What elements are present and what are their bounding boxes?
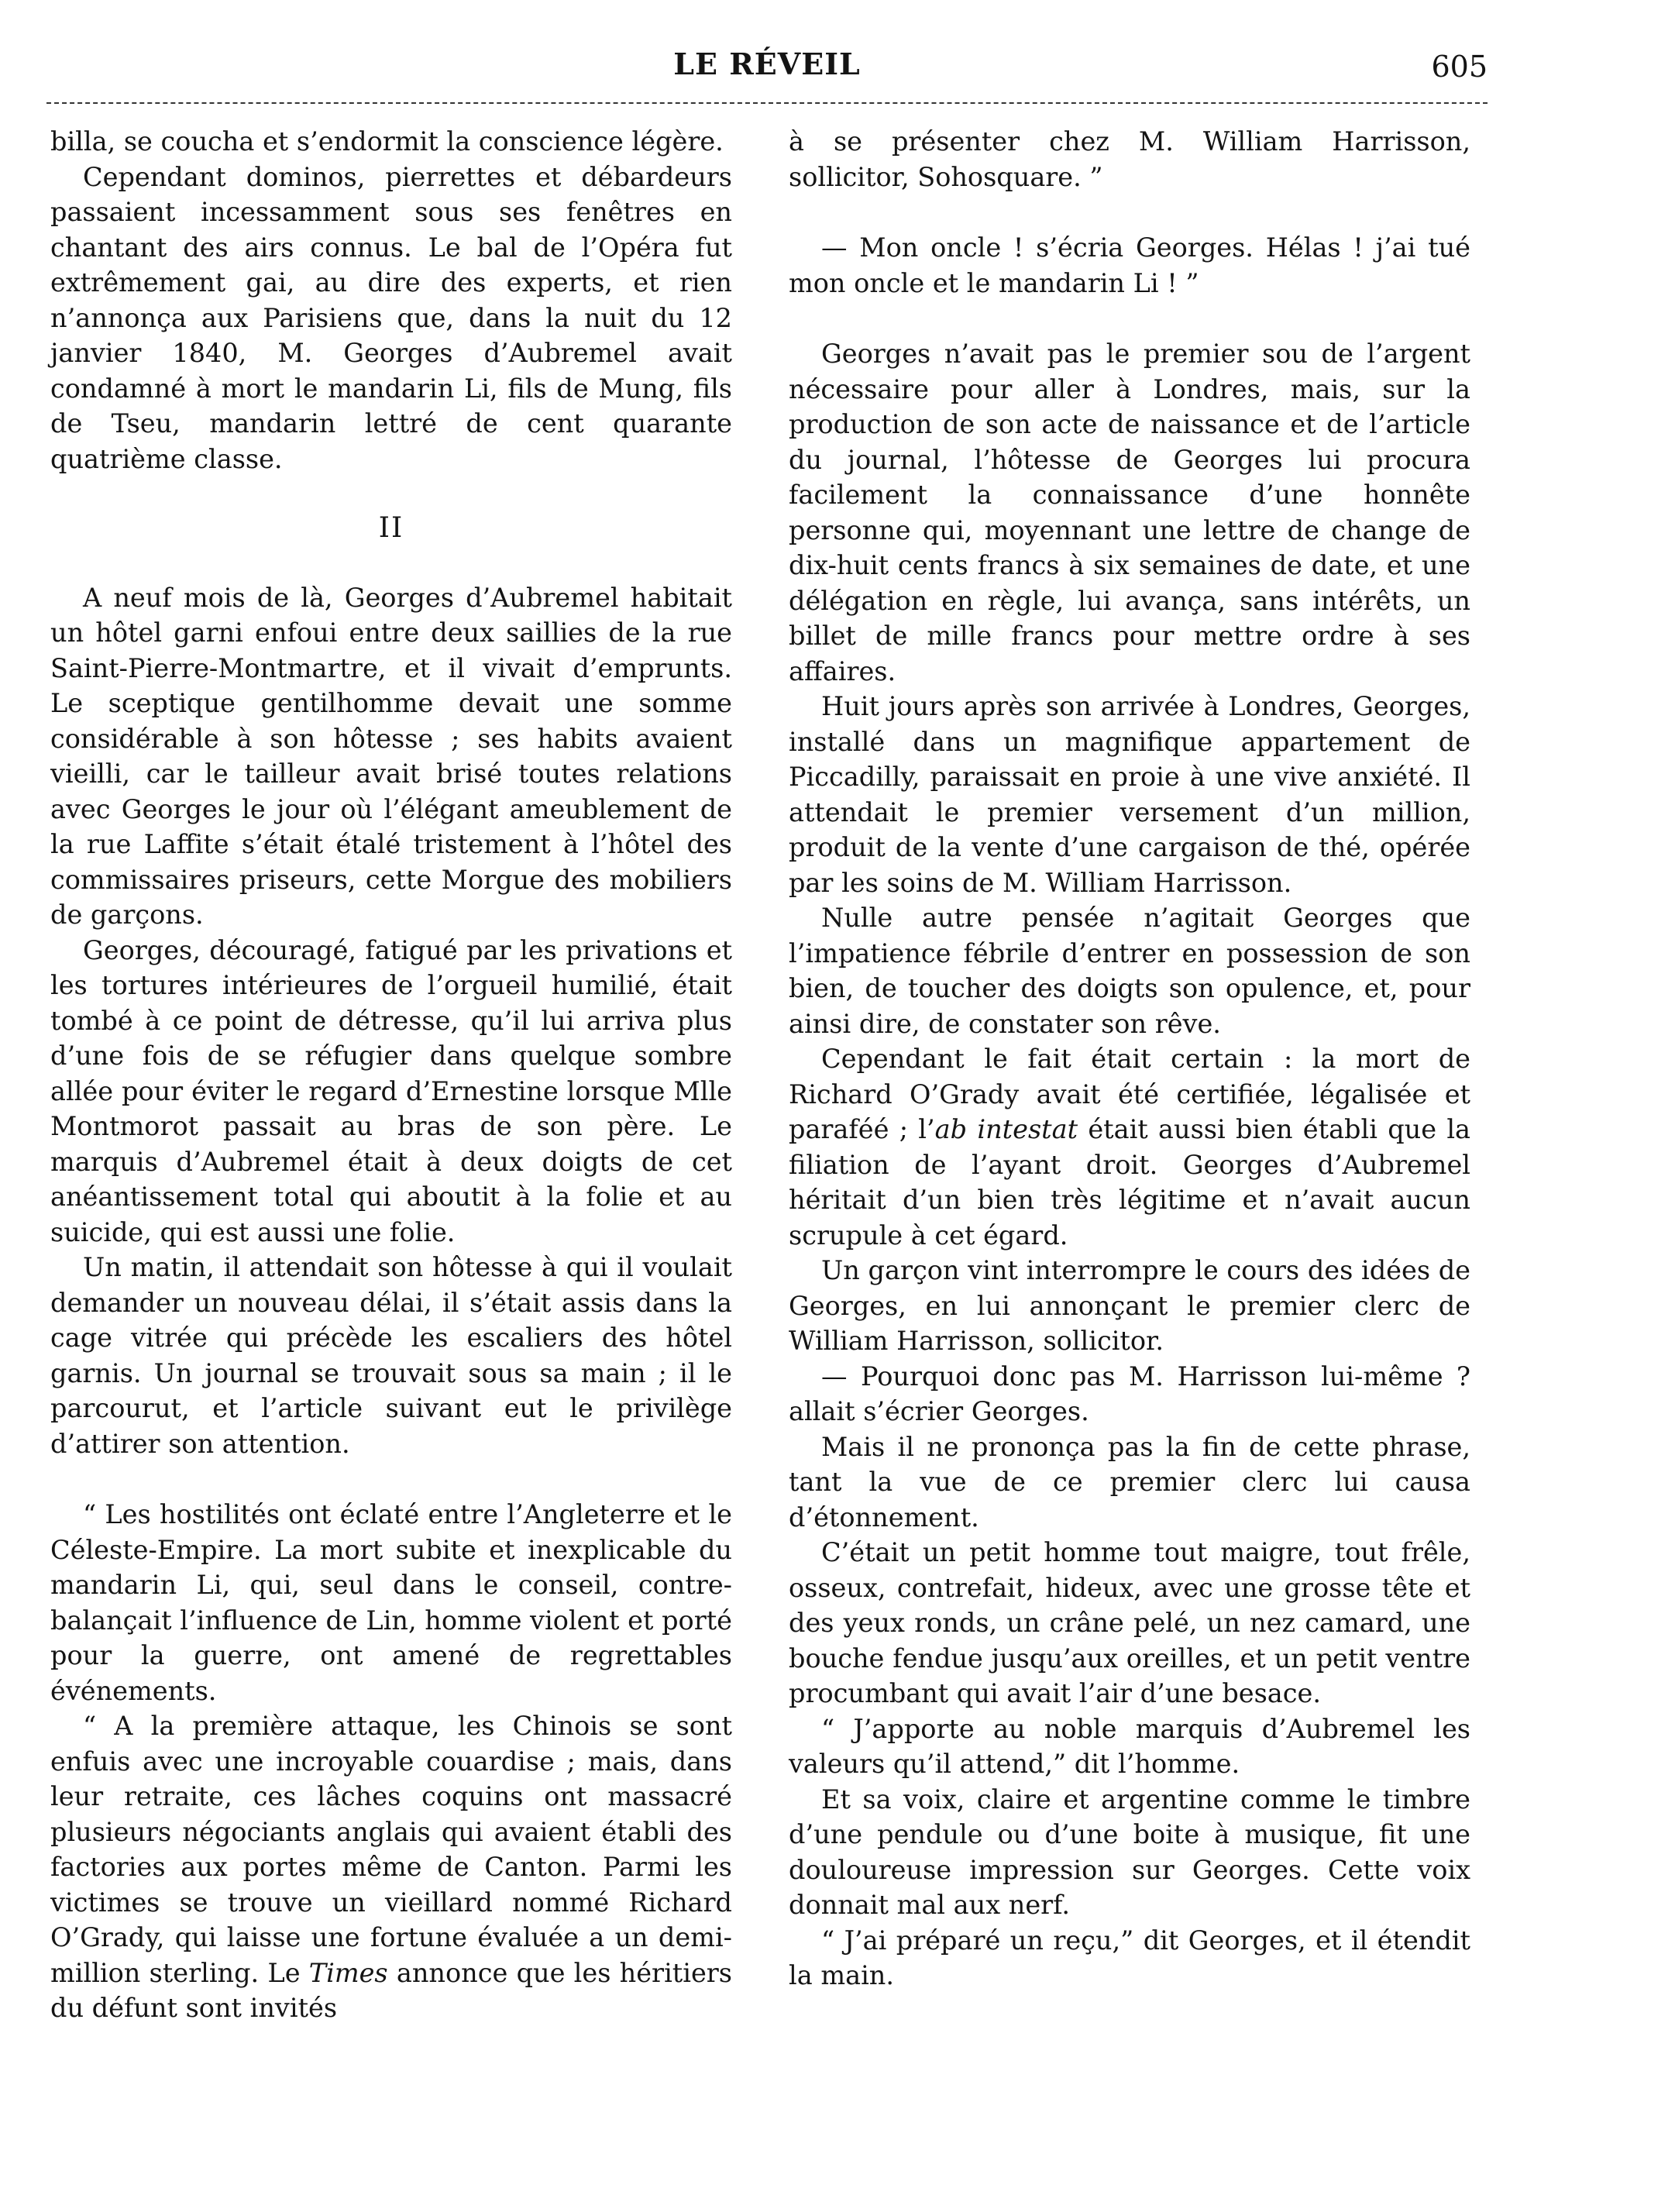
paragraph: Mais il ne prononça pas la fin de cette phrase, tant la vue de ce premier clerc lui causa d’étonnement. (789, 1431, 1470, 1533)
paragraph: Un garçon vint interrompre le cours des idées de Georges, en lui annonçant le premier clerc de William Harrisson, sollicitor. (789, 1255, 1470, 1356)
newspaper-title: Times (308, 1957, 388, 1988)
quoted-article-paragraph (50, 1708, 732, 2026)
paragraph: A neuf mois de là, Georges d’Aubremel habitait un hôtel garni enfoui entre deux saillies de la rue Saint-Pierre-Montmartre, et il vivait d’emprunts. Le sceptique gentilhomme devait une somme considérable à son hôtesse ; ses habits avaient vieilli, car le tailleur avait brisé toutes relations avec Georges le jour où l’élégant ameublement de la rue Laffite s’était étalé tristement à l’hôtel des commissaires priseurs, cette Morgue des mobiliers de garçons. (50, 582, 732, 930)
paragraph: Un matin, il attendait son hôtesse à qui il voulait demander un nouveau délai, il s’était assis dans la cage vitrée qui précède les escaliers des hôtel garnis. Un journal se trouvait sous sa main ; il le parcourut, et l’article suivant eut le privilège d’attirer son attention. (50, 1252, 732, 1459)
page-number: 605 (1431, 50, 1488, 84)
right-column (789, 124, 1470, 1994)
paragraph: Georges n’avait pas le premier sou de l’argent nécessaire pour aller à Londres, mais, sur la production de son acte de naissance et de l’article du journal, l’hôtesse de Georges lui procura facilement la connaissance d’une honnête personne qui, moyennant une lettre de change de dix-huit cents francs à six semaines de date, et une délégation en règle, lui avança, sans intérêts, un billet de mille francs pour mettre ordre à ses affaires. (789, 339, 1470, 686)
paragraph: — Mon oncle ! s’écria Georges. Hélas ! j’ai tué mon oncle et le mandarin Li ! ” (789, 232, 1470, 298)
paragraph (789, 1041, 1470, 1253)
latin-term: ab intestat (934, 1114, 1078, 1144)
page-header (46, 46, 1488, 108)
paragraph-text: “ A la première attaque, les Chinois se sont enfuis avec une incroyable couardise ; mais, dans leur retraite, ces lâches coquins ont massacré plusieurs négociants anglais qui avaient établi des factories aux portes même de Canton. Parmi les victimes se trouve un vieillard nommé Richard O’Grady, qui laisse une fortune évaluée a un demi-million sterling. Le (50, 1711, 732, 1988)
header-rule (46, 102, 1488, 104)
paragraph: Georges, découragé, fatigué par les privations et les tortures intérieures de l’orgueil humilié, était tombé à ce point de détresse, qu’il lui arriva plus d’une fois de se réfugier dans quelque sombre allée pour éviter le regard d’Ernestine lorsque Mlle Montmorot passait au bras de son père. Le marquis d’Aubremel était à deux doigts de cet anéantissement total qui aboutit à la folie et au suicide, qui est aussi une folie. (50, 934, 732, 1247)
paragraph-text: était aussi bien établi que la filiation de l’ayant droit. Georges d’Aubremel héritait d’un bien très légitime et n’avait aucun scrupule à cet égard. (789, 1114, 1471, 1250)
paragraph: Cependant dominos, pierrettes et débardeurs passaient incessamment sous ses fenêtres en chantant des airs connus. Le bal de l’Opéra fut extrêmement gai, au dire des experts, et rien n’annonça aux Parisiens que, dans la nuit du 12 janvier 1840, M. Georges d’Aubremel avait condamné à mort le mandarin Li, fils de Mung, fils de Tseu, mandarin lettré de cent quarante quatrième classe. (50, 161, 732, 474)
paragraph: “ J’ai préparé un reçu,” dit Georges, et il étendit la main. (789, 1925, 1470, 1990)
quoted-article-paragraph: “ Les hostilités ont éclaté entre l’Angleterre et le Céleste-Empire. La mort subite et inexplicable du mandarin Li, qui, seul dans le conseil, contre-balançait l’influence de Lin, homme violent et porté pour la guerre, ont amené de regrettables événements. (50, 1499, 732, 1706)
paragraph: billa, se coucha et s’endormit la conscience légère. (50, 126, 724, 157)
paragraph-text: Cependant le fait était certain : la mort de Richard O’Grady avait été certifiée, légalisée et paraféé ; l’ (789, 1044, 1470, 1144)
paragraph: Nulle autre pensée n’agitait Georges que l’impatience fébrile d’entrer en possession de son bien, de toucher des doigts son opulence, et, pour ainsi dire, de constater son rêve. (789, 903, 1470, 1039)
paragraph-text: annonce que les héritiers du défunt sont invités (50, 1957, 732, 2023)
section-heading: II (378, 512, 404, 544)
paragraph: Huit jours après son arrivée à Londres, Georges, installé dans un magnifique appartement de Piccadilly, paraissait en proie à une vive anxiété. Il attendait le premier versement d’un million, produit de la vente d’une cargaison de thé, opérée par les soins de M. William Harrisson. (789, 691, 1470, 898)
paragraph: C’était un petit homme tout maigre, tout frêle, osseux, contrefait, hideux, avec une grosse tête et des yeux ronds, un crâne pelé, un nez camard, une bouche fendue jusqu’aux oreilles, et un petit ventre procumbant qui avait l’air d’une besace. (789, 1537, 1470, 1708)
paragraph: Et sa voix, claire et argentine comme le timbre d’une pendule ou d’une boite à musique, fit une douloureuse impression sur Georges. Cette voix donnait mal aux nerf. (789, 1784, 1470, 1920)
paragraph: — Pourquoi donc pas M. Harrisson lui-même ? allait s’écrier Georges. (789, 1361, 1470, 1426)
left-column (50, 124, 732, 2026)
paragraph: à se présenter chez M. William Harrisson, sollicitor, Sohosquare. ” (789, 126, 1470, 192)
running-title: LE RÉVEIL (673, 46, 861, 81)
paragraph: “ J’apporte au noble marquis d’Aubremel les valeurs qu’il attend,” dit l’homme. (789, 1713, 1470, 1779)
